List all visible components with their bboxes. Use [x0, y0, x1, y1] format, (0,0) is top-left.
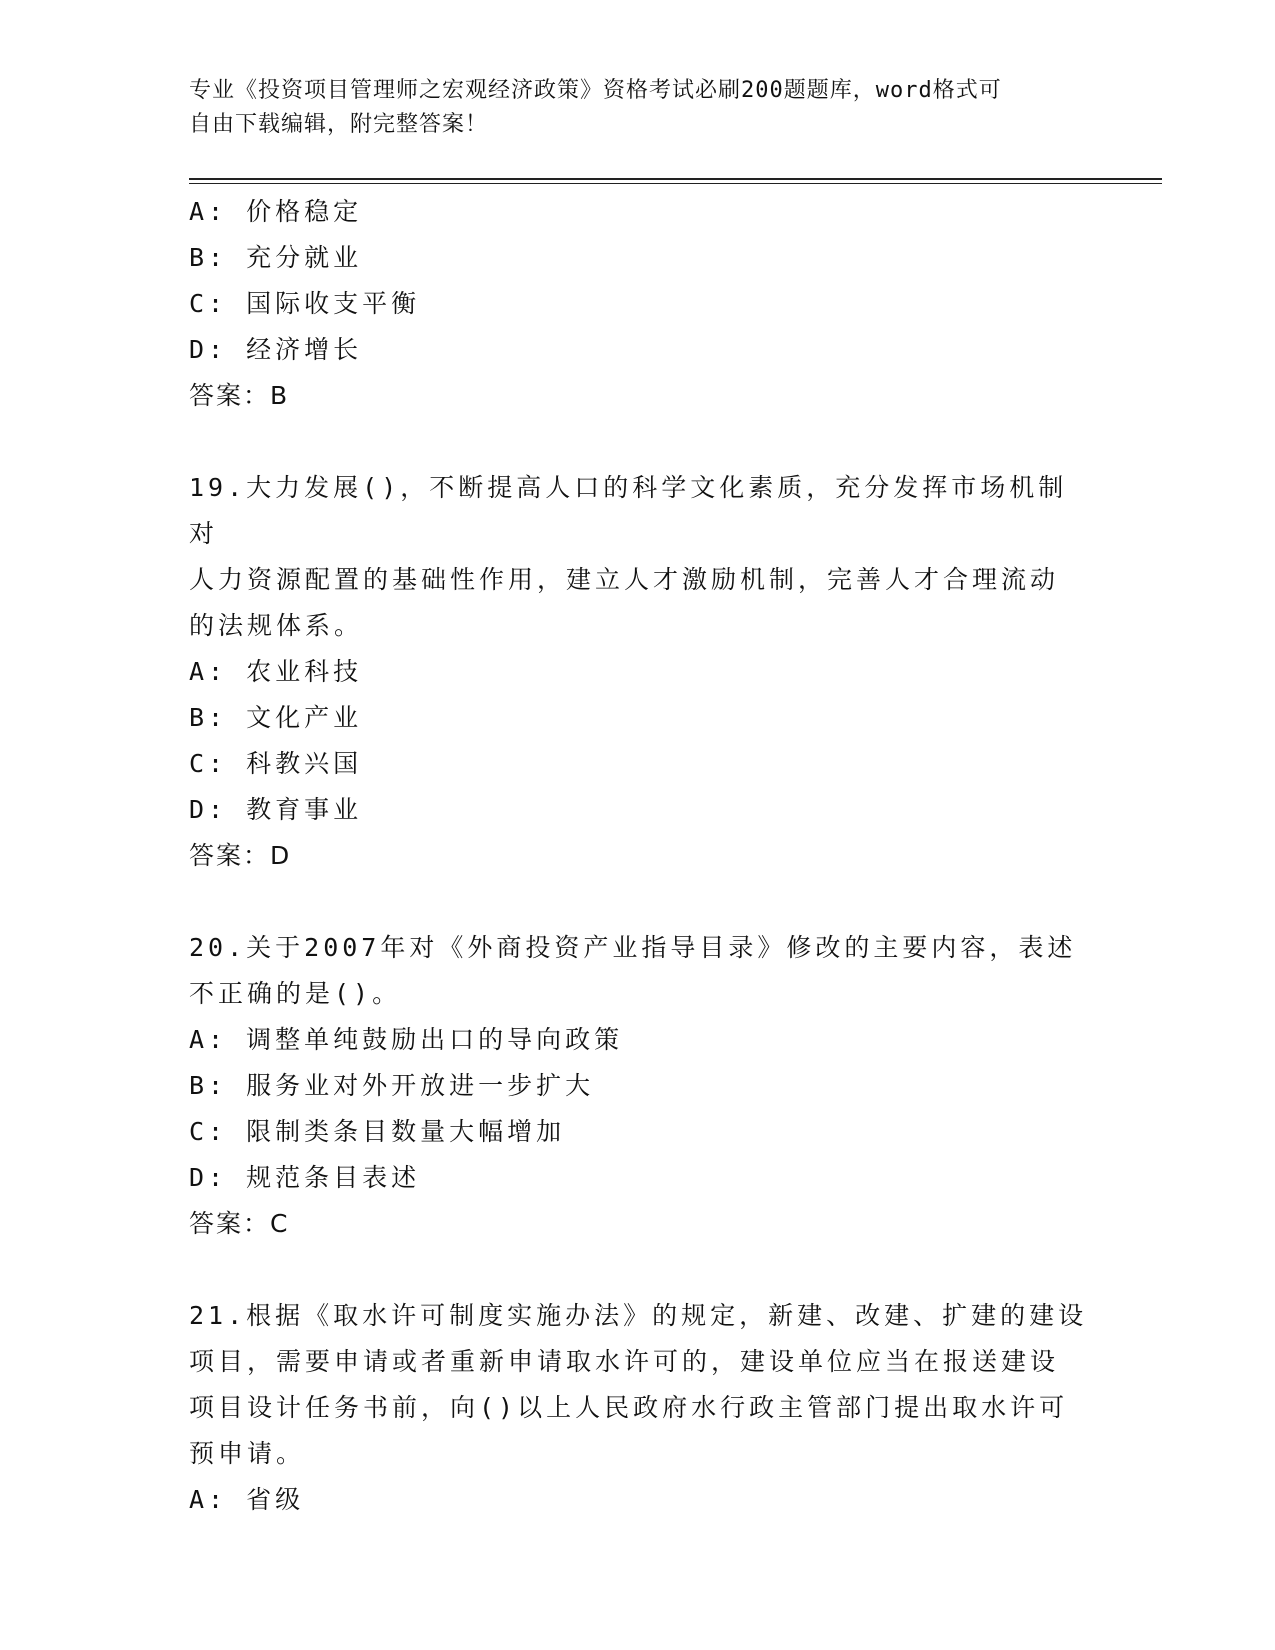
option-b: B: 文化产业 — [189, 703, 363, 732]
document-header — [189, 74, 1069, 142]
question-stem-line: 人力资源配置的基础性作用，建立人才激励机制，完善人才合理流动 — [189, 565, 1060, 594]
answer: 答案：C — [189, 1209, 290, 1238]
header-line-2: 自由下载编辑，附完整答案！ — [189, 112, 489, 137]
option-b: B: 充分就业 — [189, 243, 363, 272]
question-19 — [189, 465, 1089, 879]
header-line-1: 专业《投资项目管理师之宏观经济政策》资格考试必刷200题题库，word格式可 — [189, 78, 1002, 103]
question-stem-line: 项目，需要申请或者重新申请取水许可的，建设单位应当在报送建设 — [189, 1347, 1060, 1376]
question-stem-line: 不正确的是()。 — [189, 979, 402, 1008]
answer: 答案：D — [189, 841, 292, 870]
spacer — [189, 879, 1089, 925]
option-c: C: 限制类条目数量大幅增加 — [189, 1117, 566, 1146]
option-d: D: 经济增长 — [189, 335, 363, 364]
option-d: D: 规范条目表述 — [189, 1163, 421, 1192]
spacer — [189, 419, 1089, 465]
question-stem-line: 项目设计任务书前，向()以上人民政府水行政主管部门提出取水许可 — [189, 1393, 1069, 1422]
question-stem-line: 21.根据《取水许可制度实施办法》的规定，新建、改建、扩建的建设 — [189, 1301, 1088, 1330]
question-stem-line: 19.大力发展()，不断提高人口的科学文化素质，充分发挥市场机制对 — [189, 473, 1068, 548]
header-divider-thin — [189, 183, 1162, 184]
question-18 — [189, 189, 1089, 419]
option-a: A: 调整单纯鼓励出口的导向政策 — [189, 1025, 624, 1054]
question-stem-line: 的法规体系。 — [189, 611, 364, 640]
header-divider — [189, 178, 1162, 180]
option-a: A: 省级 — [189, 1485, 305, 1514]
question-20 — [189, 925, 1089, 1247]
option-d: D: 教育事业 — [189, 795, 363, 824]
option-a: A: 价格稳定 — [189, 197, 363, 226]
option-c: C: 科教兴国 — [189, 749, 363, 778]
question-stem-line: 预申请。 — [189, 1439, 306, 1468]
question-21 — [189, 1293, 1089, 1523]
option-a: A: 农业科技 — [189, 657, 363, 686]
question-stem-line: 20.关于2007年对《外商投资产业指导目录》修改的主要内容，表述 — [189, 933, 1077, 962]
answer: 答案：B — [189, 381, 290, 410]
option-c: C: 国际收支平衡 — [189, 289, 421, 318]
question-list — [189, 189, 1089, 1523]
spacer — [189, 1247, 1089, 1293]
option-b: B: 服务业对外开放进一步扩大 — [189, 1071, 595, 1100]
